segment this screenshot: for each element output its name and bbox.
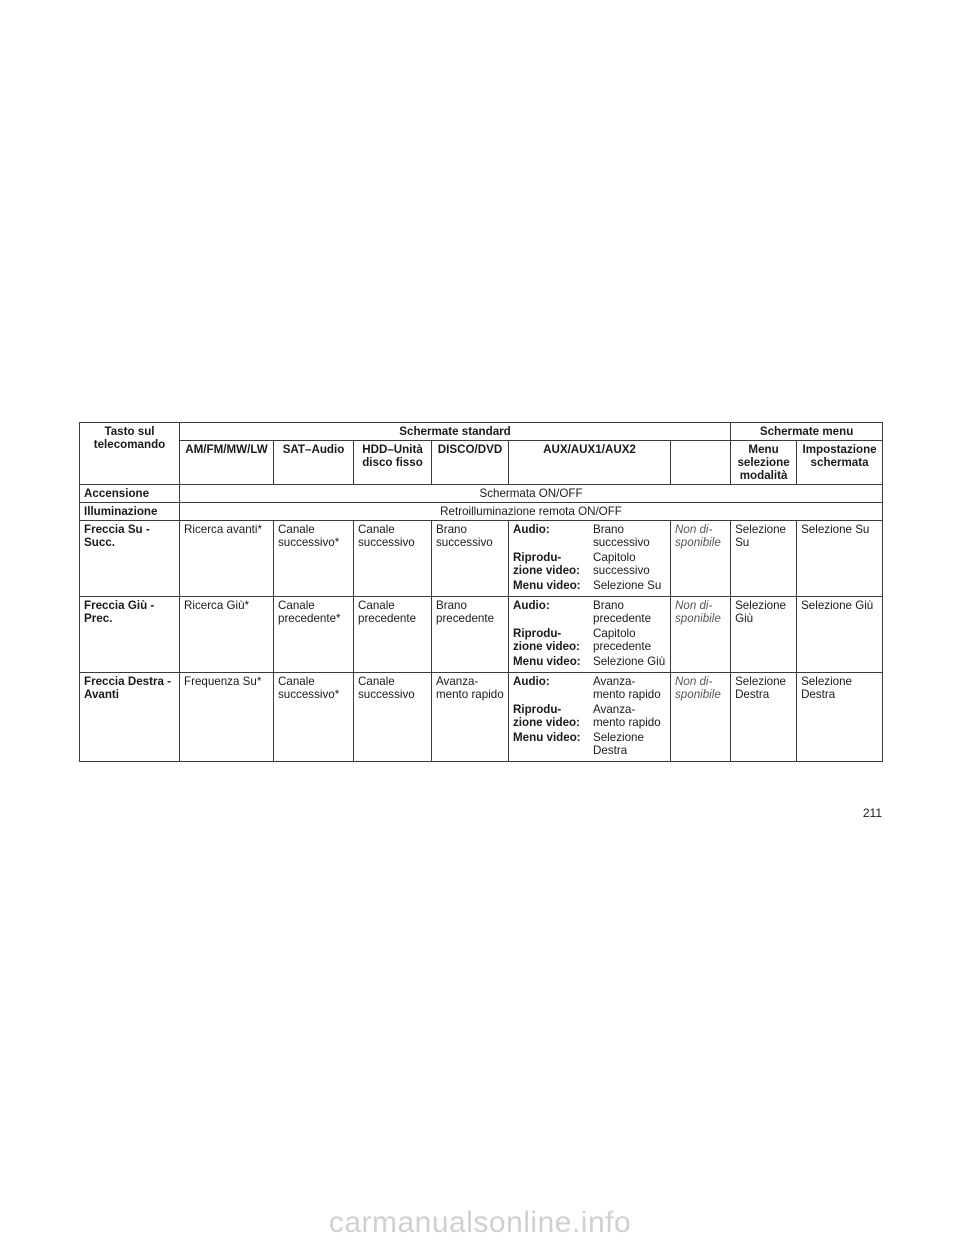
cell-screen-settings: Selezione Destra [797, 673, 883, 762]
mode-label: Riprodu- zione video: [513, 703, 580, 729]
mode-value: Avanza- mento rapido [593, 675, 661, 701]
mode-value: Avanza- mento rapido [593, 703, 661, 729]
cell-sat: Canale successivo* [274, 521, 354, 597]
cell-am-fm: Ricerca Giù* [180, 597, 274, 673]
cell-screen-settings: Selezione Giù [797, 597, 883, 673]
header-menu-screens: Schermate menu [731, 423, 883, 441]
disc-mode-list [513, 523, 666, 594]
mode-value: Selezione Su [593, 579, 662, 592]
cell-am-fm: Ricerca avanti* [180, 521, 274, 597]
cell-aux-unavailable: Non di- sponibile [671, 673, 731, 762]
mode-label: Riprodu- zione video: [513, 627, 580, 653]
cell-aux-unavailable: Non di- sponibile [671, 521, 731, 597]
header-hdd: HDD–Unità disco fisso [354, 441, 432, 485]
cell-disc: Brano successivo [432, 521, 509, 597]
disc-mode-list [513, 599, 666, 670]
page-number: 211 [862, 806, 882, 820]
header-disc-dvd: DISCO/DVD [432, 441, 509, 485]
cell-aux-unavailable: Non di- sponibile [671, 597, 731, 673]
mode-value: Brano precedente [593, 599, 652, 625]
cell-disc: Brano precedente [432, 597, 509, 673]
cell-hdd: Canale successivo [354, 521, 432, 597]
mode-label: Riprodu- zione video: [513, 551, 580, 577]
header-key-column: Tasto sul telecomando [80, 423, 180, 485]
cell-sat: Canale successivo* [274, 673, 354, 762]
row-key-label: Freccia Destra - Avanti [80, 673, 180, 762]
mode-label: Audio: [513, 675, 550, 688]
header-sat-audio: SAT–Audio [274, 441, 354, 485]
span-row-lighting [80, 503, 883, 521]
row-key-label: Illuminazione [80, 503, 180, 521]
mode-value: Selezione Giù [593, 655, 666, 668]
row-key-label: Freccia Giù - Prec. [80, 597, 180, 673]
cell-sat: Canale precedente* [274, 597, 354, 673]
disc-mode-list [513, 675, 666, 759]
mode-label: Audio: [513, 523, 550, 536]
span-row-power [80, 485, 883, 503]
cell-am-fm: Frequenza Su* [180, 673, 274, 762]
cell-hdd: Canale precedente [354, 597, 432, 673]
cell-disc: Avanza- mento rapido [432, 673, 509, 762]
cell-menu-select: Selezione Destra [731, 673, 797, 762]
row-key-label: Accensione [80, 485, 180, 503]
mode-label: Menu video: [513, 731, 581, 744]
mode-value: Capitolo successivo [593, 551, 650, 577]
table-row-down [80, 597, 883, 673]
watermark: carmanualsonline.info [328, 1206, 632, 1239]
table-row-right [80, 673, 883, 762]
cell-menu-select: Selezione Giù [731, 597, 797, 673]
mode-value: Brano successivo [593, 523, 650, 549]
header-screen-settings: Impostazione schermata [797, 441, 883, 485]
cell-menu-select: Selezione Su [731, 521, 797, 597]
cell-disc-dvd-modes [509, 673, 671, 762]
row-span-value: Retroilluminazione remota ON/OFF [180, 503, 883, 521]
cell-disc-dvd-modes [509, 521, 671, 597]
cell-screen-settings: Selezione Su [797, 521, 883, 597]
table-row-up [80, 521, 883, 597]
header-empty-cell [671, 441, 731, 485]
mode-value: Capitolo precedente [593, 627, 652, 653]
cell-hdd: Canale successivo [354, 673, 432, 762]
row-span-value: Schermata ON/OFF [180, 485, 883, 503]
header-row-2 [80, 441, 883, 485]
remote-keys-table [79, 422, 883, 762]
header-am-fm: AM/FM/MW/LW [180, 441, 274, 485]
mode-label: Menu video: [513, 655, 581, 668]
mode-value: Selezione Destra [593, 731, 644, 757]
cell-disc-dvd-modes [509, 597, 671, 673]
row-key-label: Freccia Su - Succ. [80, 521, 180, 597]
header-standard-screens: Schermate standard [180, 423, 731, 441]
mode-label: Menu video: [513, 579, 581, 592]
header-menu-select: Menu selezione modalità [731, 441, 797, 485]
header-row-1 [80, 423, 883, 441]
mode-label: Audio: [513, 599, 550, 612]
header-aux: AUX/AUX1/AUX2 [509, 441, 671, 485]
